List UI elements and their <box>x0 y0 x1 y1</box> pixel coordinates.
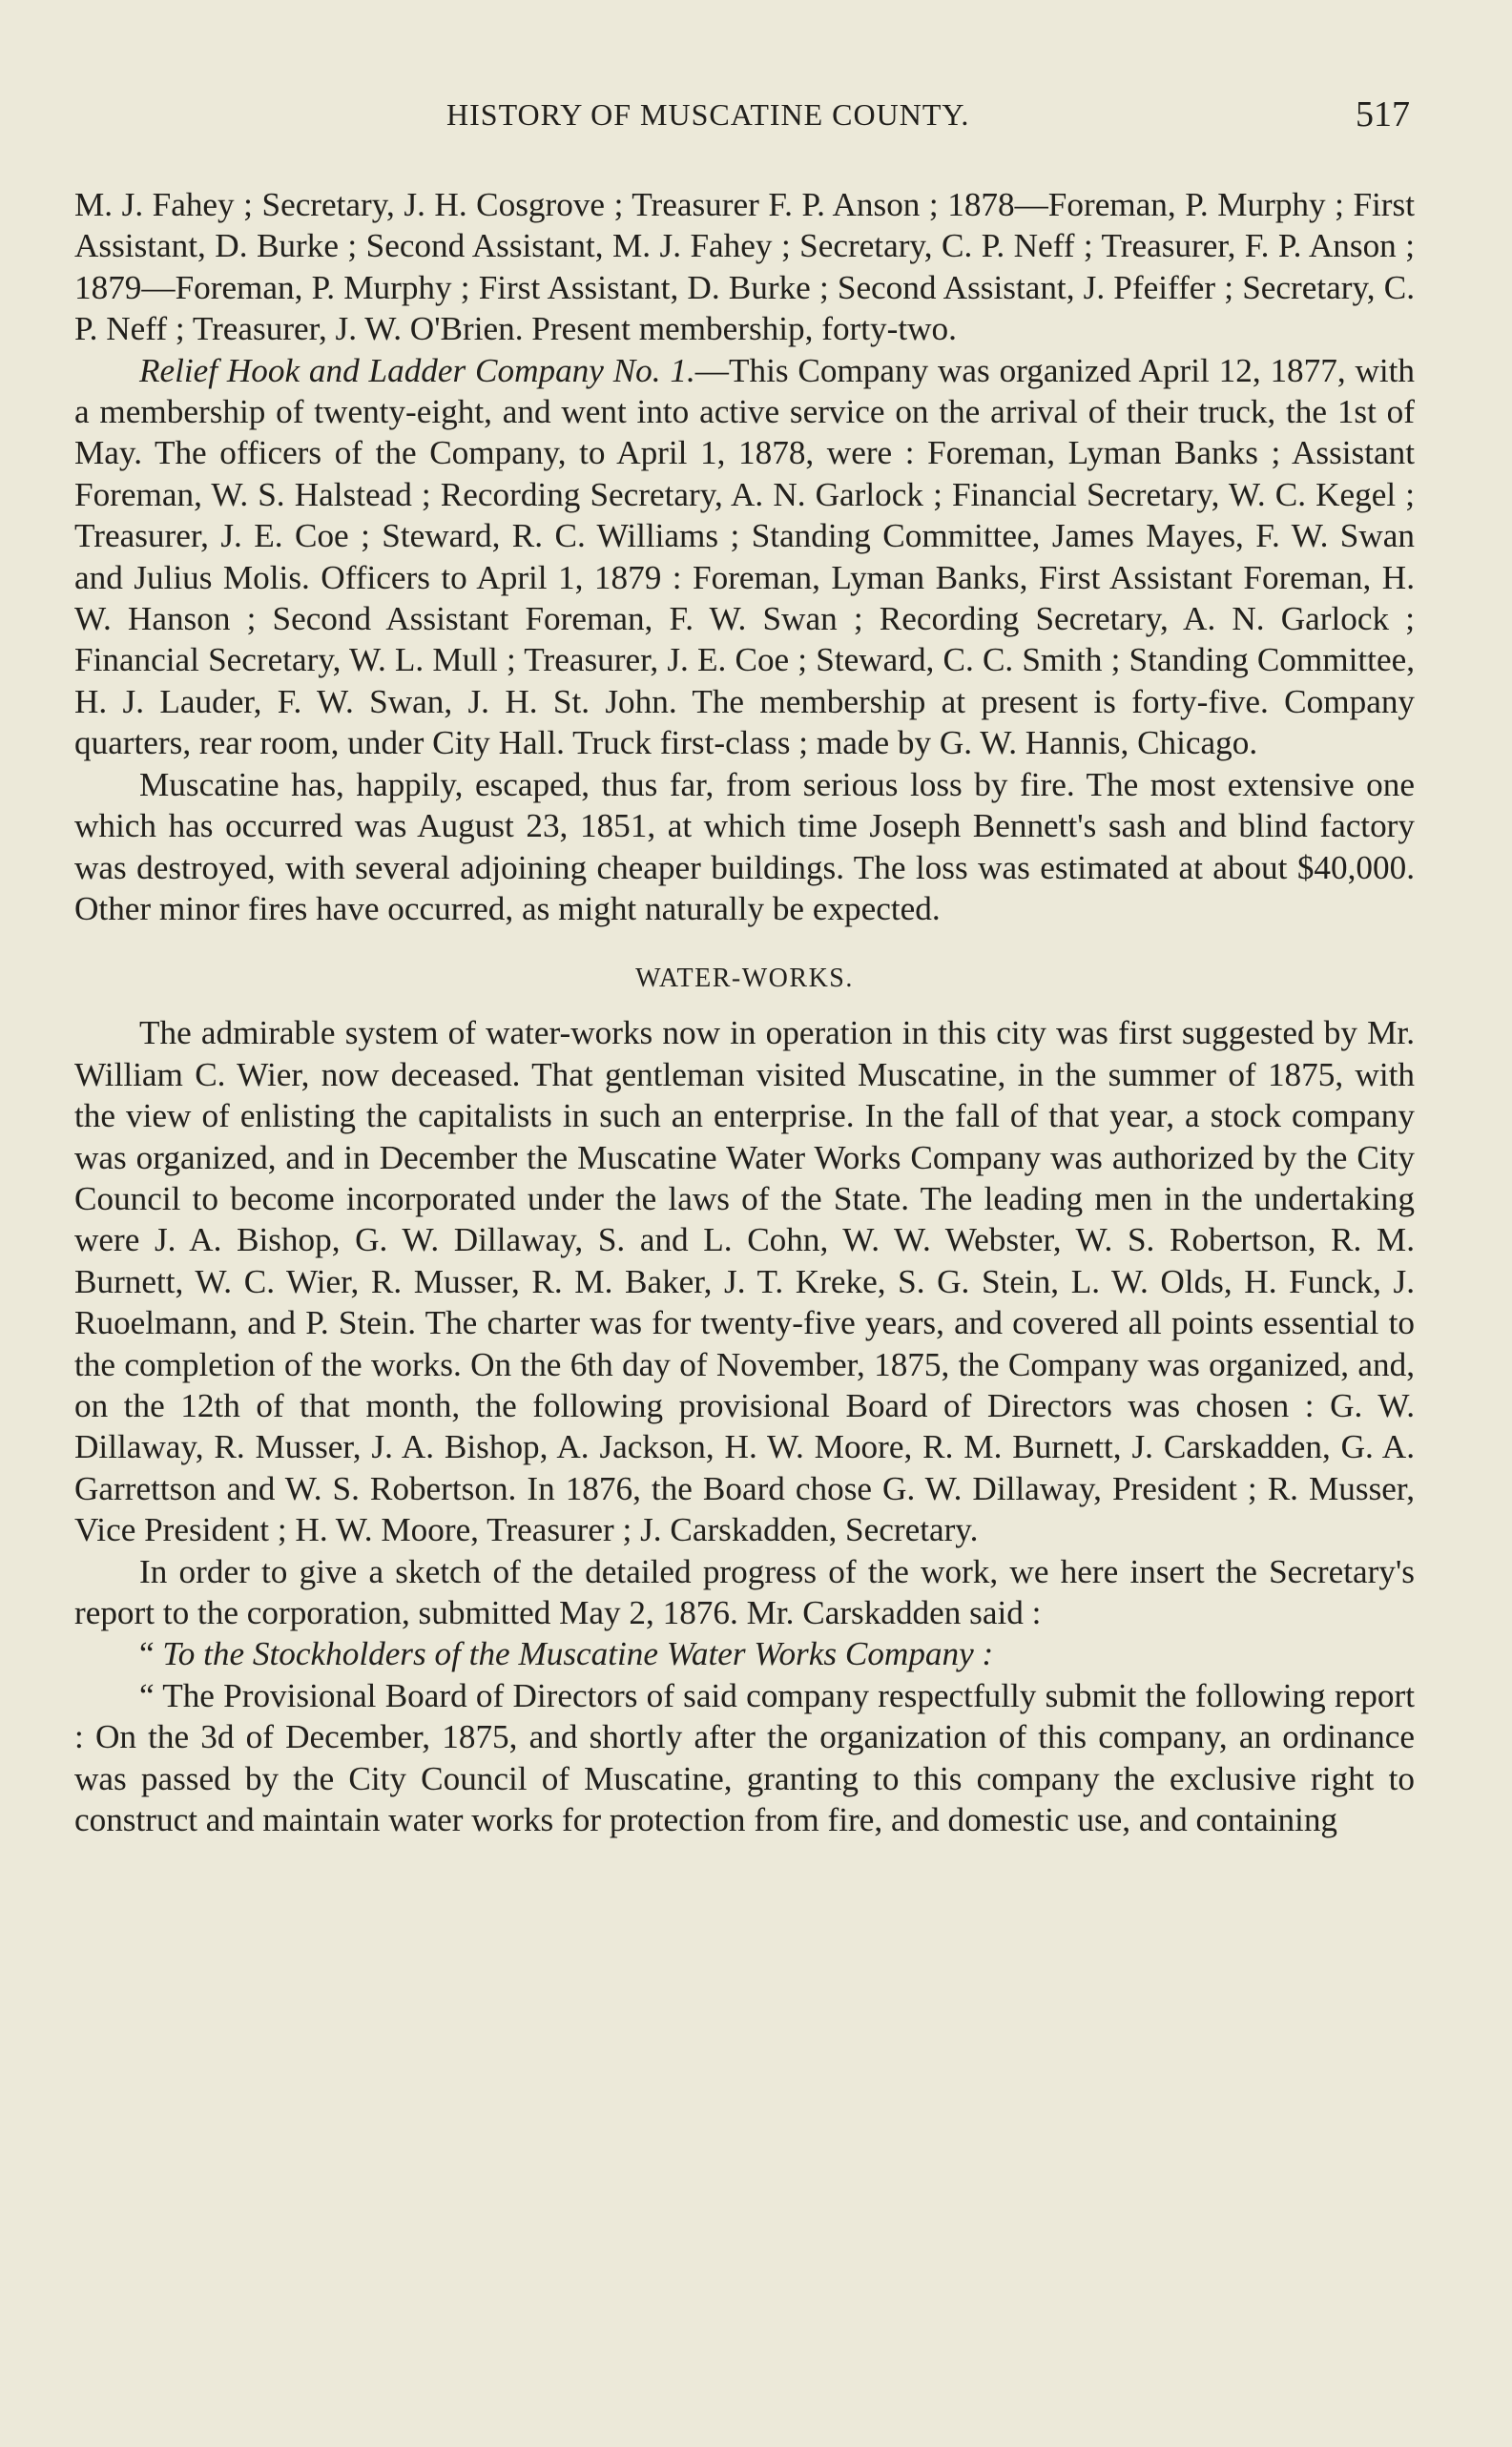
paragraph-report-text: “ The Provisional Board of Directors of said company respectfully submit the following report : On the 3d of December, 1875, and shortly after the organization of this company, an ordinance was passed by the City Council of Muscatine, granting to this company the exclusive right to construct and maintain water works for protection from fire, and domestic use, and containing <box>74 1676 1415 1839</box>
paragraph-fires: Muscatine has, happily, escaped, thus far, from serious loss by fire. The most extensive one which has occurred was August 23, 1851, at which time Joseph Bennett's sash and blind factory was destroyed, with several adjoining cheaper buildings. The loss was estimated at about $40,000. Other minor fires have occurred, as might naturally be expected. <box>74 765 1415 927</box>
section-heading-water-works: WATER-WORKS. <box>635 964 854 994</box>
paragraph-run-in-heading: Relief Hook and Ladder Company No. 1. <box>139 351 695 389</box>
body-text <box>74 184 1415 1840</box>
opening-quote: “ <box>139 1635 163 1673</box>
paragraph-salutation <box>74 1633 1415 1674</box>
running-title: HISTORY OF MUSCATINE COUNTY. <box>446 97 970 132</box>
paragraph-continuation: M. J. Fahey ; Secretary, J. H. Cosgrove ; Treasurer F. P. Anson ; 1878—Foreman, P. Murphy ; First Assistant, D. Burke ; Second Assistant, M. J. Fahey ; Secretary, C. P. Neff ; Treasurer, F. P. Anson ; 1879—Foreman, P. Murphy ; First Assistant, D. Burke ; Second Assistant, J. Pfeiffer ; Secretary, C. P. Neff ; Treasurer, J. W. O'Brien. Present membership, forty-two. <box>74 186 1415 348</box>
paragraph-secretary-report-intro: In order to give a sketch of the detailed progress of the work, we here insert the Secretary's report to the corporation, submitted May 2, 1876. Mr. Carskadden said : <box>74 1552 1415 1631</box>
paragraph-water-works: The admirable system of water-works now in operation in this city was first suggested by Mr. William C. Wier, now deceased. That gentleman visited Muscatine, in the summer of 1875, with the view of enlisting the capitalists in such an enterprise. In the fall of that year, a stock company was organized, and in December the Muscatine Water Works Company was authorized by the City Council to become incorporated under the laws of the State. The leading men in the undertaking were J. A. Bishop, G. W. Dillaway, S. and L. Cohn, W. W. Webster, W. S. Robertson, R. M. Burnett, W. C. Wier, R. Musser, R. M. Baker, J. T. Kreke, S. G. Stein, L. W. Olds, H. Funck, J. Ruoelmann, and P. Stein. The charter was for twenty-five years, and covered all points essential to the completion of the works. On the 6th day of November, 1875, the Company was organized, and, on the 12th of that month, the following provisional Board of Directors was chosen : G. W. Dillaway, R. Musser, J. A. Bishop, A. Jackson, H. W. Moore, R. M. Burnett, J. Carskadden, G. A. Garrettson and W. S. Robertson. In 1876, the Board chose G. W. Dillaway, President ; R. Musser, Vice President ; H. W. Moore, Treasurer ; J. Carskadden, Secretary. <box>74 1014 1415 1549</box>
page-number: 517 <box>1356 94 1410 135</box>
paragraph-text: —This Company was organized April 12, 1877, with a membership of twenty-eight, and went into active service on the arrival of their truck, the 1st of May. The officers of the Company, to April 1, 1878, were : Foreman, Lyman Banks ; Assistant Foreman, W. S. Halstead ; Recording Secretary, A. N. Garlock ; Financial Secretary, W. C. Kegel ; Treasurer, J. E. Coe ; Steward, R. C. Williams ; Standing Committee, James Mayes, F. W. Swan and Julius Molis. Officers to April 1, 1879 : Foreman, Lyman Banks, First Assistant Foreman, H. W. Hanson ; Second Assistant Foreman, F. W. Swan ; Recording Secretary, A. N. Garlock ; Financial Secretary, W. L. Mull ; Treasurer, J. E. Coe ; Steward, C. C. Smith ; Standing Committee, H. J. Lauder, F. W. Swan, J. H. St. John. The membership at present is forty-five. Company quarters, rear room, under City Hall. Truck first-class ; made by G. W. Hannis, Chicago. <box>74 351 1416 762</box>
page-header <box>74 94 1410 145</box>
paragraph-relief-hook-and-ladder <box>74 350 1415 764</box>
salutation-text: To the Stockholders of the Muscatine Water Works Company : <box>162 1635 994 1673</box>
